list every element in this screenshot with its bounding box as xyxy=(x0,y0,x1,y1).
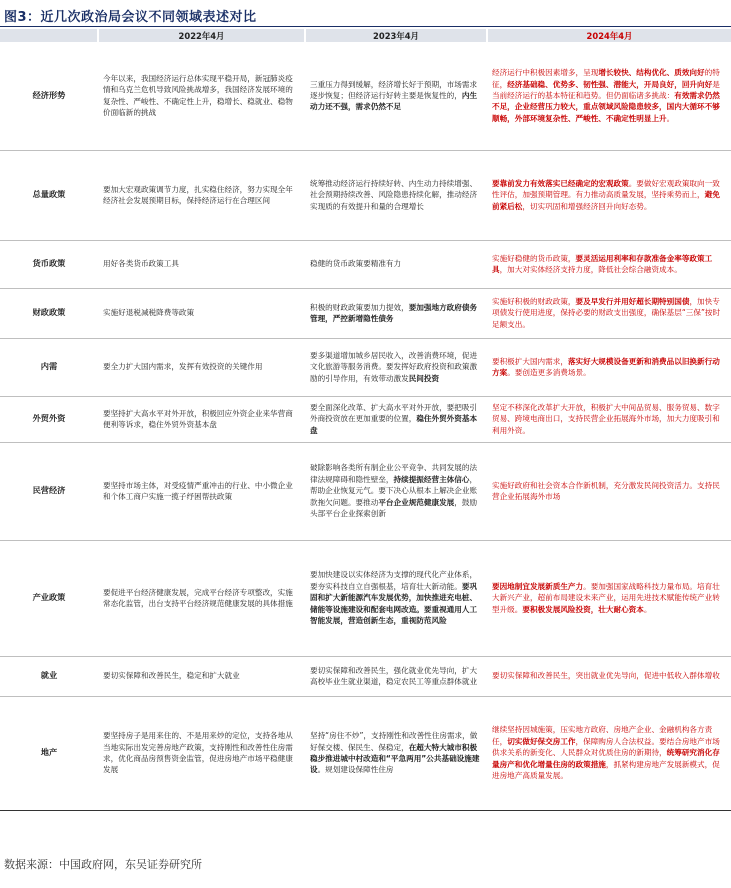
cell-y2024 xyxy=(487,42,731,150)
cell-text: 增长较快、结构优化、质效向好 xyxy=(598,68,705,78)
row-category: 财政政策 xyxy=(0,288,98,338)
row-category: 民营经济 xyxy=(0,442,98,540)
cell-text: 有效需求仍然不足，企业经营压力较大，重点领域风险隐患较多，国内大循环不够顺畅，外部环境复杂性、严峻性、不确定性明显上升 xyxy=(492,91,720,123)
cell-text: ，保障购房人合法权益。要结合房地产市场供求关系的新变化、人民群众对优质住房的新期待， xyxy=(492,736,720,758)
cell-text: 要积极扩大国内需求， xyxy=(492,356,568,366)
cell-text: 统筹研究消化存量房产和优化增量住房的政策措施 xyxy=(492,748,720,769)
table-row xyxy=(0,42,731,150)
cell-text: 要加强地方政府债务管理，严控新增隐性债务 xyxy=(310,302,478,323)
cell-text: 持续提振经营主体信心 xyxy=(393,474,470,484)
cell-text: 切实做好保交房工作 xyxy=(507,736,576,746)
table-row xyxy=(0,442,731,540)
row-category: 地产 xyxy=(0,696,98,810)
row-category: 总量政策 xyxy=(0,150,98,240)
row-category: 经济形势 xyxy=(0,42,98,150)
cell-text: 破除影响各类所有制企业公平竞争、共同发展的法律法规障碍和隐性壁垒， xyxy=(310,463,478,484)
cell-text: 今年以来，我国经济运行总体实现平稳开局，新冠肺炎疫情和乌克兰危机导致风险挑战增多，我国经济发展环境的复杂性、严峻性、不确定性上升，稳增长、稳就业、稳物价面临新的挑战 xyxy=(103,73,293,118)
header-blank xyxy=(0,29,98,42)
cell-text: 避免前紧后松 xyxy=(492,190,720,211)
cell-text: 要巩固和扩大新能源汽车发展优势，加快推进充电桩、储能等设施建设和配套电网改造。要重视通用人工智能发展，营造创新生态，重视防范风险 xyxy=(310,581,478,626)
row-category: 货币政策 xyxy=(0,240,98,288)
cell-y2023 xyxy=(305,150,487,240)
cell-text: 要促进平台经济健康发展，完成平台经济专项整改，实施常态化监管，出台支持平台经济规范健康发展的具体措施 xyxy=(103,587,293,608)
header-2023: 2023年4月 xyxy=(305,29,487,42)
title-rule xyxy=(0,26,731,27)
cell-y2022 xyxy=(98,288,305,338)
cell-text: 平台企业规范健康发展 xyxy=(378,497,455,507)
cell-y2022 xyxy=(98,338,305,396)
cell-y2022 xyxy=(98,696,305,810)
cell-text: 积极的财政政策要加力提效， xyxy=(310,302,409,312)
header-2024: 2024年4月 xyxy=(487,29,731,42)
cell-text: 要靠前发力有效落实已经确定的宏观政策 xyxy=(492,178,629,188)
cell-text: 用好各类货币政策工具 xyxy=(103,259,179,269)
cell-text: 统筹推动经济运行持续好转、内生动力持续增强、社会预期持续改善、风险隐患持续化解，推动经济实现质的有效提升和量的合理增长 xyxy=(310,178,478,211)
cell-y2022 xyxy=(98,42,305,150)
cell-y2023 xyxy=(305,42,487,150)
cell-text: 。要做好宏观政策取向一致性评估，加强预期管理。有力推动高质量发展，坚持乘势而上， xyxy=(492,178,720,200)
cell-y2024 xyxy=(487,150,731,240)
cell-text: 。规划建设保障性住房 xyxy=(317,765,394,775)
cell-text: 三重压力得到缓解，经济增长好于预期，市场需求逐步恢复；但经济运行好转主要是恢复性的， xyxy=(310,79,478,101)
row-category: 就业 xyxy=(0,656,98,696)
cell-text: 要加大宏观政策调节力度，扎实稳住经济，努力实现全年经济社会发展预期目标，保持经济运行在合理区间 xyxy=(103,184,293,205)
cell-text: ，鼓励头部平台企业探索创新 xyxy=(310,497,478,519)
cell-text: 坚定不移深化改革扩大开放，积极扩大中间品贸易、服务贸易、数字贸易、跨境电商出口，支持民营企业拓展海外市场，加大力度吸引和利用外资。 xyxy=(492,402,720,435)
cell-text: 实施好积极的财政政策， xyxy=(492,296,576,306)
cell-y2024 xyxy=(487,240,731,288)
cell-text: 内生动力还不强，需求仍然不足 xyxy=(310,91,478,112)
cell-text: 是当前经济运行的基本特征和趋势。但仍面临诸多挑战： xyxy=(492,79,720,101)
cell-text: 要坚持扩大高水平对外开放，积极回应外资企业来华营商便利等诉求，稳住外贸外资基本盘 xyxy=(103,408,293,429)
cell-text: 经济基础稳、优势多、韧性强、潜能大，开局良好，回升向好 xyxy=(507,79,713,89)
table-row xyxy=(0,396,731,442)
cell-y2023 xyxy=(305,540,487,656)
row-category: 内需 xyxy=(0,338,98,396)
cell-y2024 xyxy=(487,442,731,540)
source-note: 数据来源：中国政府网，东吴证券研究所 xyxy=(4,858,202,871)
cell-y2024 xyxy=(487,540,731,656)
table-row xyxy=(0,696,731,810)
cell-text: 稳健的货币政策要精准有力 xyxy=(310,259,402,269)
cell-text: ，加快专项债发行使用进度，保持必要的财政支出强度，确保基层“三保”按时足额支出。 xyxy=(492,296,721,329)
table-row xyxy=(0,656,731,696)
cell-y2024 xyxy=(487,696,731,810)
cell-text: 在超大特大城市积极稳步推进城中村改造和“平急两用”公共基础设施建设 xyxy=(310,742,480,775)
cell-y2022 xyxy=(98,656,305,696)
cell-text: 要多渠道增加城乡居民收入，改善消费环境，促进文化旅游等服务消费。要发挥好政府投资和政策激励的引导作用，有效带动激发 xyxy=(310,350,478,383)
cell-text: 的特征， xyxy=(492,68,720,89)
cell-text: 要因地制宜发展新质生产力 xyxy=(492,581,584,591)
cell-y2023 xyxy=(305,240,487,288)
cell-text: 实施好政府和社会资本合作新机制，充分激发民间投资活力。支持民营企业拓展海外市场 xyxy=(492,480,720,501)
header-2022: 2022年4月 xyxy=(98,29,305,42)
comparison-table xyxy=(0,29,731,811)
cell-text: 要切实保障和改善民生，稳定和扩大就业 xyxy=(103,671,240,681)
cell-y2023 xyxy=(305,396,487,442)
cell-text: 要全面深化改革、扩大高水平对外开放，要把吸引外商投资放在更加重要的位置， xyxy=(310,402,478,424)
cell-text: 实施好退税减税降费等政策 xyxy=(103,308,195,318)
cell-text: 要坚持房子是用来住的、不是用来炒的定位，支持各地从当地实际出发完善房地产政策，支持刚性和改善性住房需求，优化商品房预售资金监管，促进房地产市场平稳健康发展 xyxy=(103,731,293,775)
cell-text: 要切实保障和改善民生，强化就业优先导向，扩大高校毕业生就业渠道，稳定农民工等重点群体就业 xyxy=(310,665,478,686)
cell-y2024 xyxy=(487,656,731,696)
cell-text: 。 xyxy=(643,604,652,614)
table-row xyxy=(0,150,731,240)
cell-text: 要积极发展风险投资，壮大耐心资本 xyxy=(522,604,644,614)
cell-text: ，帮助企业恢复元气。要下决心从根本上解决企业账款拖欠问题。要推动 xyxy=(310,474,478,507)
cell-text: 。要加强国家战略科技力量布局。培育壮大新兴产业，超前布局建设未来产业，运用先进技术赋能传统产业转型升级。 xyxy=(492,581,720,614)
table-row xyxy=(0,540,731,656)
figure-title: 图3：近几次政治局会议不同领域表述对比 xyxy=(4,10,257,25)
cell-text: 经济运行中积极因素增多，呈现 xyxy=(492,68,599,78)
cell-text: 继续坚持因城施策，压实地方政府、房地产企业、金融机构各方责任， xyxy=(492,725,713,746)
cell-y2024 xyxy=(487,396,731,442)
header-row xyxy=(0,29,731,42)
cell-text: 实施好稳健的货币政策， xyxy=(492,253,576,263)
row-category: 产业政策 xyxy=(0,540,98,656)
row-category: 外贸外资 xyxy=(0,396,98,442)
cell-y2024 xyxy=(487,288,731,338)
cell-text: 要全力扩大国内需求，发挥有效投资的关键作用 xyxy=(103,362,263,372)
table-row xyxy=(0,338,731,396)
cell-y2022 xyxy=(98,396,305,442)
cell-text: 。要创造更多消费场景。 xyxy=(507,368,591,377)
cell-text: 民间投资 xyxy=(408,373,440,383)
cell-text: 落实好大规模设备更新和消费品以旧换新行动方案 xyxy=(492,356,720,377)
cell-y2023 xyxy=(305,696,487,810)
table-body xyxy=(0,42,731,810)
cell-text: 要切实保障和改善民生，突出就业优先导向，促进中低收入群体增收 xyxy=(492,671,720,681)
cell-y2022 xyxy=(98,150,305,240)
cell-y2022 xyxy=(98,540,305,656)
cell-y2023 xyxy=(305,288,487,338)
cell-text: 坚持“房住不炒”，支持刚性和改善性住房需求，做好保交楼、保民生、保稳定， xyxy=(310,731,478,752)
cell-y2023 xyxy=(305,338,487,396)
cell-y2022 xyxy=(98,240,305,288)
cell-y2023 xyxy=(305,656,487,696)
table-row xyxy=(0,288,731,338)
cell-text: 要灵活运用利率和存款准备金率等政策工具 xyxy=(492,253,713,274)
cell-text: ，抓紧构建房地产发展新模式，促进房地产高质量发展。 xyxy=(492,759,720,781)
cell-text: ，加大对实体经济支持力度，降低社会综合融资成本。 xyxy=(499,265,682,274)
cell-text: 。 xyxy=(666,113,675,123)
cell-text: 要加快建设以实体经济为支撑的现代化产业体系，要夯实科技自立自强根基，培育壮大新动能。 xyxy=(310,570,478,591)
cell-text: 要坚持市场主体，对受疫情严重冲击的行业、中小微企业和个体工商户实施一揽子纾困帮扶政策 xyxy=(103,480,293,501)
cell-y2023 xyxy=(305,442,487,540)
cell-text: 稳住外贸外资基本盘 xyxy=(310,414,478,435)
cell-y2022 xyxy=(98,442,305,540)
cell-text: 要及早发行并用好超长期特别国债 xyxy=(575,296,690,306)
cell-y2024 xyxy=(487,338,731,396)
table-row xyxy=(0,240,731,288)
cell-text: ，切实巩固和增强经济回升向好态势。 xyxy=(522,201,652,211)
